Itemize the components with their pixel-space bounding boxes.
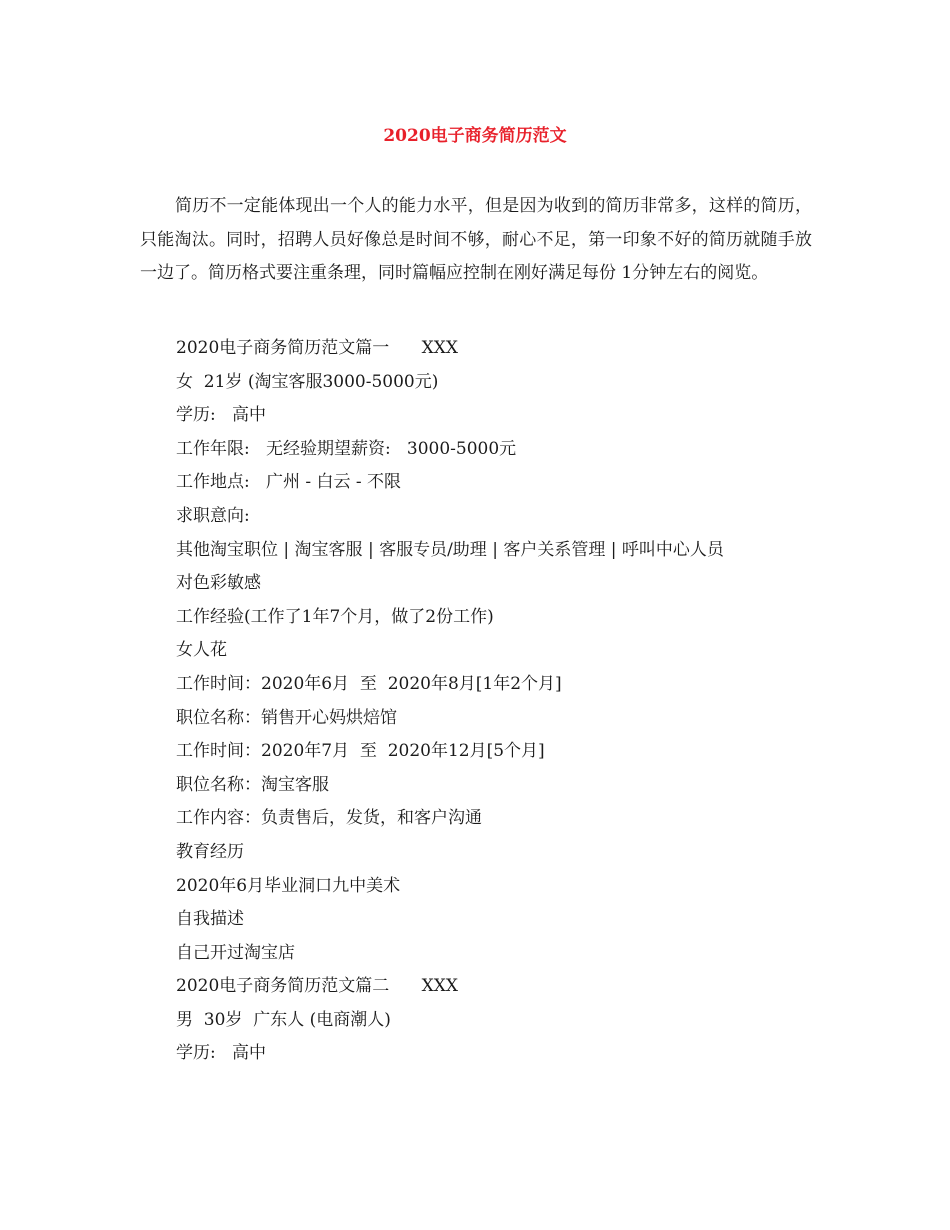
self-description: 自己开过淘宝店 <box>176 942 295 963</box>
section-heading-2: 2020电子商务简历范文篇二 XXX <box>176 976 458 997</box>
skill-note: 对色彩敏感 <box>176 573 261 594</box>
position-2: 职位名称：淘宝客服 <box>176 774 329 795</box>
education-level-2: 学历: 高中 <box>176 1043 266 1064</box>
profile-line-2: 男 30岁 广东人 (电商潮人) <box>176 1009 391 1030</box>
resume-body <box>140 332 812 1071</box>
document-title: 2020电子商务简历范文 <box>383 126 567 146</box>
work-content: 工作内容：负责售后，发货，和客户沟通 <box>176 808 482 829</box>
profile-line: 女 21岁 (淘宝客服3000-5000元) <box>176 371 439 392</box>
education-heading: 教育经历 <box>176 841 244 862</box>
self-description-heading: 自我描述 <box>176 909 244 930</box>
education-level: 学历: 高中 <box>176 405 266 426</box>
intro-paragraph: 简历不一定能体现出一个人的能力水平，但是因为收到的简历非常多，这样的简历，只能淘汰。同时，招聘人员好像总是时间不够，耐心不足，第一印象不好的简历就随手放一边了。简历格式要注重条理，同时篇幅应控制在刚好满足每份 1分钟左右的阅览。 <box>140 196 812 284</box>
work-period-2: 工作时间：2020年7月 至 2020年12月[5个月] <box>176 741 545 762</box>
work-experience-heading: 工作经验(工作了1年7个月，做了2份工作) <box>176 606 494 627</box>
position-1: 职位名称：销售开心妈烘焙馆 <box>176 707 397 728</box>
work-period-1: 工作时间：2020年6月 至 2020年8月[1年2个月] <box>176 673 562 694</box>
education-entry: 2020年6月毕业洞口九中美术 <box>176 875 401 896</box>
section-heading-1: 2020电子商务简历范文篇一 XXX <box>176 338 458 358</box>
work-years-salary: 工作年限: 无经验期望薪资: 3000-5000元 <box>176 438 517 459</box>
job-intention-list: 其他淘宝职位 | 淘宝客服 | 客服专员/助理 | 客户关系管理 | 呼叫中心人员 <box>176 539 724 560</box>
company-name: 女人花 <box>176 640 227 661</box>
work-location: 工作地点: 广州 - 白云 - 不限 <box>176 472 402 493</box>
job-intention-label: 求职意向: <box>176 505 250 526</box>
